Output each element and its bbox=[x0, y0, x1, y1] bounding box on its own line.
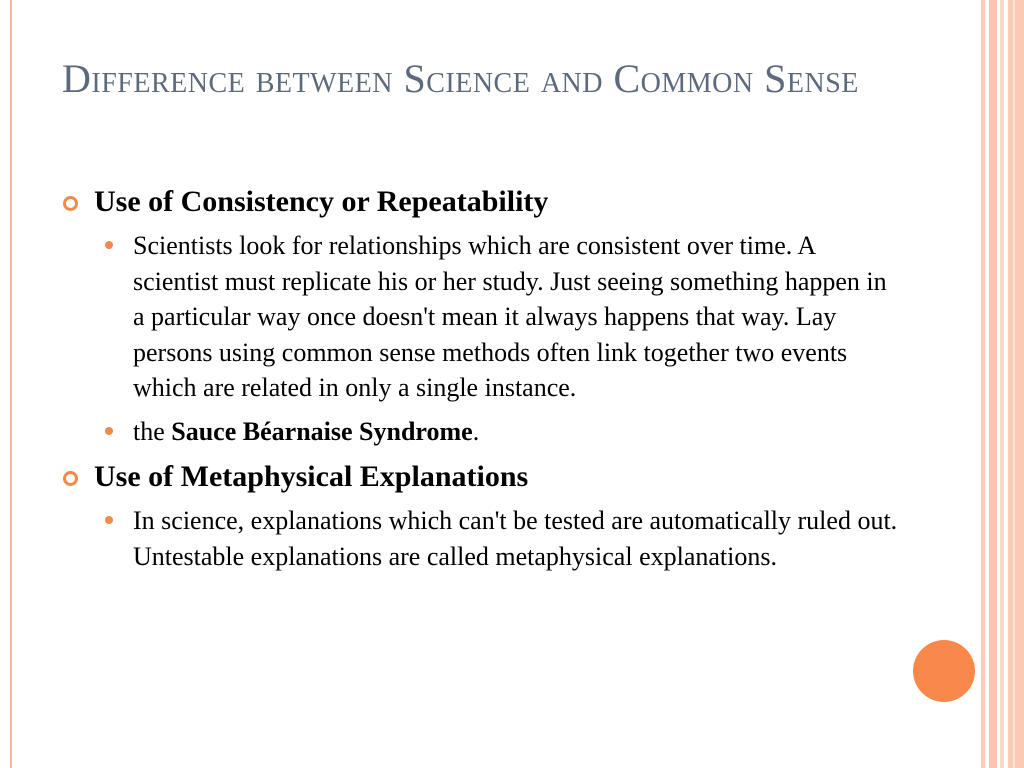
right-decor-stripe bbox=[981, 0, 985, 768]
section-heading bbox=[62, 457, 902, 497]
dot-bullet-icon bbox=[105, 427, 113, 435]
bullet-item bbox=[104, 228, 902, 406]
bullet-text: In science, explanations which can't be tested are automatically ruled out. Untestable explanations are called metaphysical explanations. bbox=[133, 506, 898, 571]
ring-bullet-icon bbox=[63, 196, 78, 211]
left-border-line bbox=[10, 0, 12, 768]
bullet-item bbox=[104, 414, 902, 450]
bullet-bold-term: Sauce Béarnaise Syndrome bbox=[171, 416, 473, 446]
bullet-suffix: . bbox=[472, 416, 480, 446]
dot-bullet-icon bbox=[105, 516, 113, 524]
right-decor-stripe bbox=[1008, 0, 1024, 768]
section-heading-text: Use of Metaphysical Explanations bbox=[94, 460, 529, 493]
bullet-item bbox=[104, 503, 902, 574]
section-heading-text: Use of Consistency or Repeatability bbox=[94, 185, 549, 218]
right-decor-stripe bbox=[1013, 0, 1015, 768]
bullet-text: Scientists look for relationships which are consistent over time. A scientist must replicate his or her study. Just seeing something happen in a particular way once doesn't mean it always happens that way. Lay persons using common sense methods often link together two events which are related in only a single instance. bbox=[133, 231, 887, 402]
ring-bullet-icon bbox=[63, 471, 78, 486]
slide-content bbox=[62, 182, 902, 582]
section-heading bbox=[62, 182, 902, 222]
slide-title: Difference between Science and Common Sense bbox=[62, 56, 859, 101]
right-decor-stripe bbox=[989, 0, 997, 768]
decorative-circle bbox=[913, 640, 975, 702]
bullet-prefix: the bbox=[133, 416, 172, 446]
dot-bullet-icon bbox=[105, 241, 113, 249]
right-decor-stripe bbox=[1000, 0, 1004, 768]
